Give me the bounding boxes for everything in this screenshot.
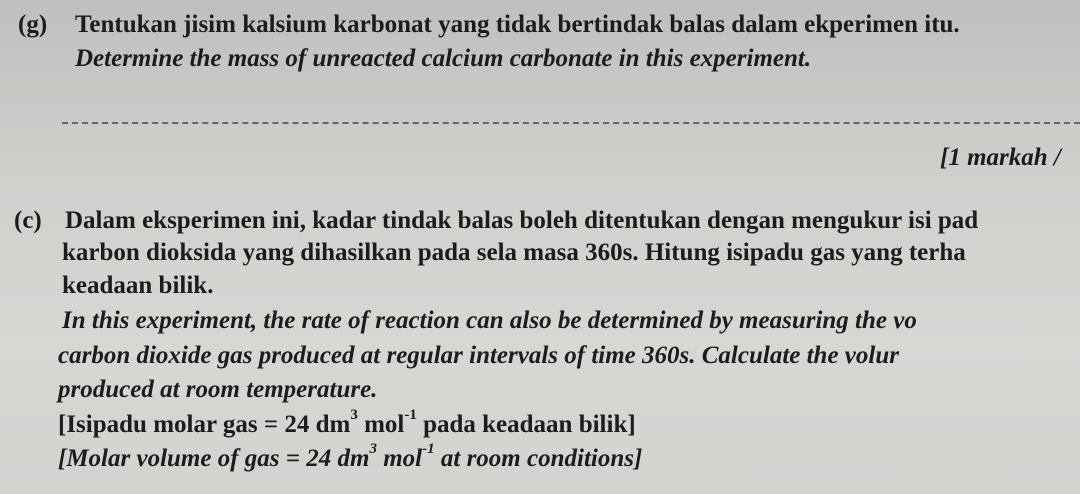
note-malay-sup-1: 3 (350, 406, 358, 423)
question-g-malay-text: Tentukan jisim kalsium karbonat yang tidak bertindak balas dalam ekperimen itu. (75, 11, 960, 38)
note-english-sup-1: 3 (369, 440, 377, 457)
question-c-label: (c) (14, 207, 42, 234)
question-c-malay-line-3: keadaan bilik. (62, 272, 214, 299)
molar-volume-note-english (58, 440, 643, 472)
molar-volume-note-malay (58, 406, 636, 438)
note-malay-suffix: pada keadaan bilik] (416, 411, 636, 438)
note-malay-sup-2: -1 (404, 406, 417, 423)
note-malay-prefix: [Isipadu molar gas = 24 dm (58, 411, 351, 438)
question-g-label: (g) (18, 11, 48, 38)
note-english-sup-2: -1 (422, 440, 435, 457)
answer-line (62, 122, 1080, 124)
note-english-suffix: at room conditions] (434, 445, 643, 472)
note-malay-mid: mol (357, 411, 405, 438)
question-c-english-line-1: In this experiment, the rate of reaction can also be determined by measuring the vo (62, 307, 917, 334)
question-g-english-text: Determine the mass of unreacted calcium carbonate in this experiment. (75, 45, 812, 72)
question-c-malay-line-1: Dalam eksperimen ini, kadar tindak balas boleh ditentukan dengan mengukur isi pad (65, 207, 979, 234)
note-english-mid: mol (376, 445, 423, 472)
question-c-english-line-3: produced at room temperature. (58, 376, 378, 403)
question-c-english-line-2: carbon dioxide gas produced at regular intervals of time 360s. Calculate the volur (58, 342, 899, 369)
question-c-malay-line-2: karbon dioksida yang dihasilkan pada sela masa 360s. Hitung isipadu gas yang terha (62, 239, 966, 266)
marks-label: [1 markah / (940, 144, 1061, 171)
note-english-prefix: [Molar volume of gas = 24 dm (58, 445, 370, 472)
